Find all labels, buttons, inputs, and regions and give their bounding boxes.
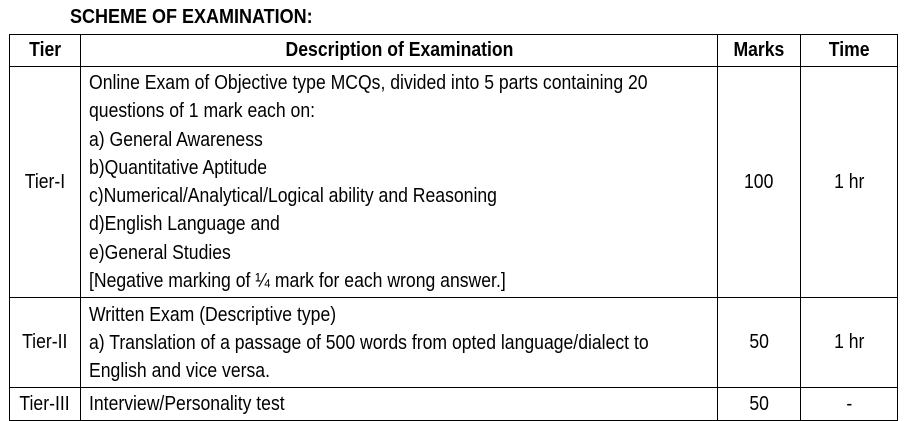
table-row (10, 388, 898, 421)
exam-scheme-table (9, 34, 898, 421)
header-time: Time (801, 35, 898, 67)
marks-cell: 50 (718, 298, 801, 388)
description-line: Written Exam (Descriptive type) (89, 304, 337, 327)
description-line: questions of 1 mark each on: (89, 100, 316, 123)
description-line: b)Quantitative Aptitude (89, 156, 268, 179)
description-cell (81, 298, 718, 388)
description-line: e)General Studies (89, 241, 231, 264)
tier-cell: Tier-III (10, 388, 81, 421)
marks-cell: 50 (718, 388, 801, 421)
description-line: a) General Awareness (89, 128, 263, 151)
description-line: English and vice versa. (89, 360, 270, 383)
time-cell: 1 hr (801, 298, 898, 388)
description-line: Interview/Personality test (89, 393, 285, 416)
marks-cell: 100 (718, 67, 801, 298)
description-line: Online Exam of Objective type MCQs, divided into 5 parts containing 20 (89, 72, 648, 94)
description-line: c)Numerical/Analytical/Logical ability and Reasoning (89, 185, 497, 208)
description-cell (81, 388, 718, 421)
time-cell: 1 hr (801, 67, 898, 298)
header-description: Description of Examination (81, 35, 718, 67)
description-cell (81, 67, 718, 298)
time-cell: - (801, 388, 898, 421)
table-row (10, 298, 898, 388)
description-line: [Negative marking of ¼ mark for each wrong answer.] (89, 270, 506, 293)
header-marks: Marks (718, 35, 801, 67)
tier-cell: Tier-I (10, 67, 81, 298)
page-heading: SCHEME OF EXAMINATION: (70, 6, 313, 28)
description-line: a) Translation of a passage of 500 words from opted language/dialect to (89, 332, 649, 355)
header-tier: Tier (10, 35, 81, 67)
table-header-row (10, 35, 898, 67)
tier-cell: Tier-II (10, 298, 81, 388)
description-line: d)English Language and (89, 213, 280, 236)
table-row (10, 67, 898, 298)
